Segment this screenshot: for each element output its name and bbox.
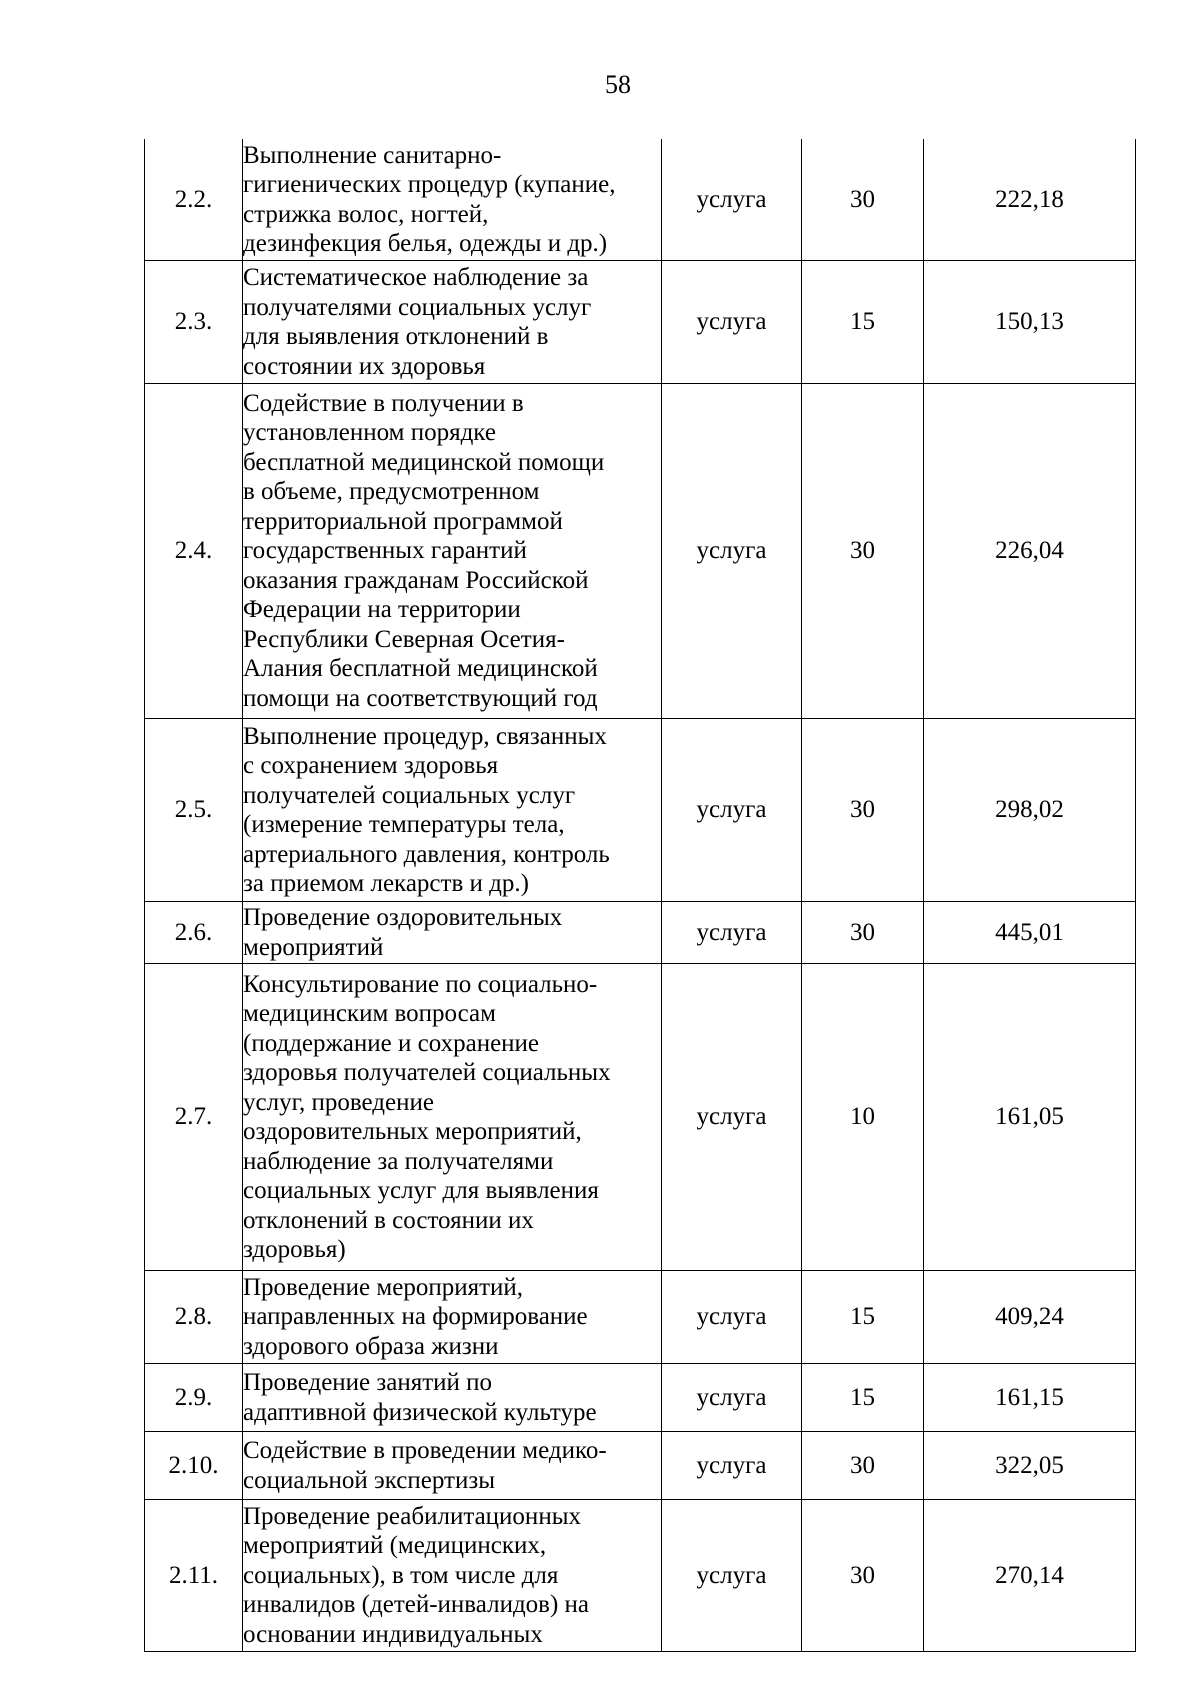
- service-price: 322,05: [924, 1432, 1136, 1500]
- service-time: 30: [802, 1500, 924, 1652]
- service-number: 2.9.: [145, 1364, 243, 1432]
- service-description: Проведение оздоровительных мероприятий: [243, 902, 662, 964]
- service-price: 409,24: [924, 1271, 1136, 1364]
- service-description: Проведение мероприятий, направленных на формирование здорового образа жизни: [243, 1271, 662, 1364]
- service-description: Выполнение санитарно- гигиенических процедур (купание, стрижка волос, ногтей, дезинфекция белья, одежды и др.): [243, 139, 662, 261]
- service-time: 15: [802, 1271, 924, 1364]
- service-price: 298,02: [924, 719, 1136, 902]
- service-description: Содействие в получении в установленном порядке бесплатной медицинской помощи в объеме, предусмотренном территориальной программой государственных гарантий оказания гражданам Российской Федерации на территории Республики Северная Осетия- Алания бесплатной медицинской помощи на соответствующий год: [243, 384, 662, 719]
- page-number: 58: [605, 70, 631, 99]
- service-number: 2.5.: [145, 719, 243, 902]
- service-unit: услуга: [662, 1364, 802, 1432]
- service-time: 30: [802, 902, 924, 964]
- service-description: Выполнение процедур, связанных с сохранением здоровья получателей социальных услуг (измерение температуры тела, артериального давления, контроль за приемом лекарств и др.): [243, 719, 662, 902]
- service-time: 15: [802, 1364, 924, 1432]
- service-number: 2.11.: [145, 1500, 243, 1652]
- service-price: 445,01: [924, 902, 1136, 964]
- table-row: [145, 139, 1136, 261]
- service-number: 2.8.: [145, 1271, 243, 1364]
- service-time: 15: [802, 261, 924, 384]
- service-unit: услуга: [662, 964, 802, 1271]
- service-time: 30: [802, 1432, 924, 1500]
- service-description: Систематическое наблюдение за получателями социальных услуг для выявления отклонений в состоянии их здоровья: [243, 261, 662, 384]
- service-price: 222,18: [924, 139, 1136, 261]
- service-unit: услуга: [662, 719, 802, 902]
- service-price: 226,04: [924, 384, 1136, 719]
- service-time: 30: [802, 139, 924, 261]
- service-number: 2.4.: [145, 384, 243, 719]
- service-unit: услуга: [662, 1432, 802, 1500]
- service-description: Содействие в проведении медико- социальной экспертизы: [243, 1432, 662, 1500]
- service-unit: услуга: [662, 139, 802, 261]
- service-unit: услуга: [662, 1271, 802, 1364]
- service-unit: услуга: [662, 384, 802, 719]
- services-table: [144, 139, 1136, 1652]
- service-time: 30: [802, 384, 924, 719]
- service-number: 2.7.: [145, 964, 243, 1271]
- table-row: [145, 1500, 1136, 1652]
- service-price: 150,13: [924, 261, 1136, 384]
- service-price: 161,05: [924, 964, 1136, 1271]
- table-row: [145, 384, 1136, 719]
- service-price: 161,15: [924, 1364, 1136, 1432]
- service-unit: услуга: [662, 1500, 802, 1652]
- service-description: Проведение занятий по адаптивной физической культуре: [243, 1364, 662, 1432]
- table-row: [145, 719, 1136, 902]
- service-price: 270,14: [924, 1500, 1136, 1652]
- table-row: [145, 1432, 1136, 1500]
- table-row: [145, 1364, 1136, 1432]
- table-row: [145, 902, 1136, 964]
- service-description: Проведение реабилитационных мероприятий (медицинских, социальных), в том числе для инвалидов (детей-инвалидов) на основании индивидуальных: [243, 1500, 662, 1652]
- service-number: 2.10.: [145, 1432, 243, 1500]
- service-description: Консультирование по социально- медицинским вопросам (поддержание и сохранение здоровья получателей социальных услуг, проведение оздоровительных мероприятий, наблюдение за получателями социальных услуг для выявления отклонений в состоянии их здоровья): [243, 964, 662, 1271]
- table-row: [145, 1271, 1136, 1364]
- service-number: 2.6.: [145, 902, 243, 964]
- table-row: [145, 261, 1136, 384]
- service-time: 30: [802, 719, 924, 902]
- service-number: 2.2.: [145, 139, 243, 261]
- service-time: 10: [802, 964, 924, 1271]
- service-unit: услуга: [662, 261, 802, 384]
- table-row: [145, 964, 1136, 1271]
- service-number: 2.3.: [145, 261, 243, 384]
- service-unit: услуга: [662, 902, 802, 964]
